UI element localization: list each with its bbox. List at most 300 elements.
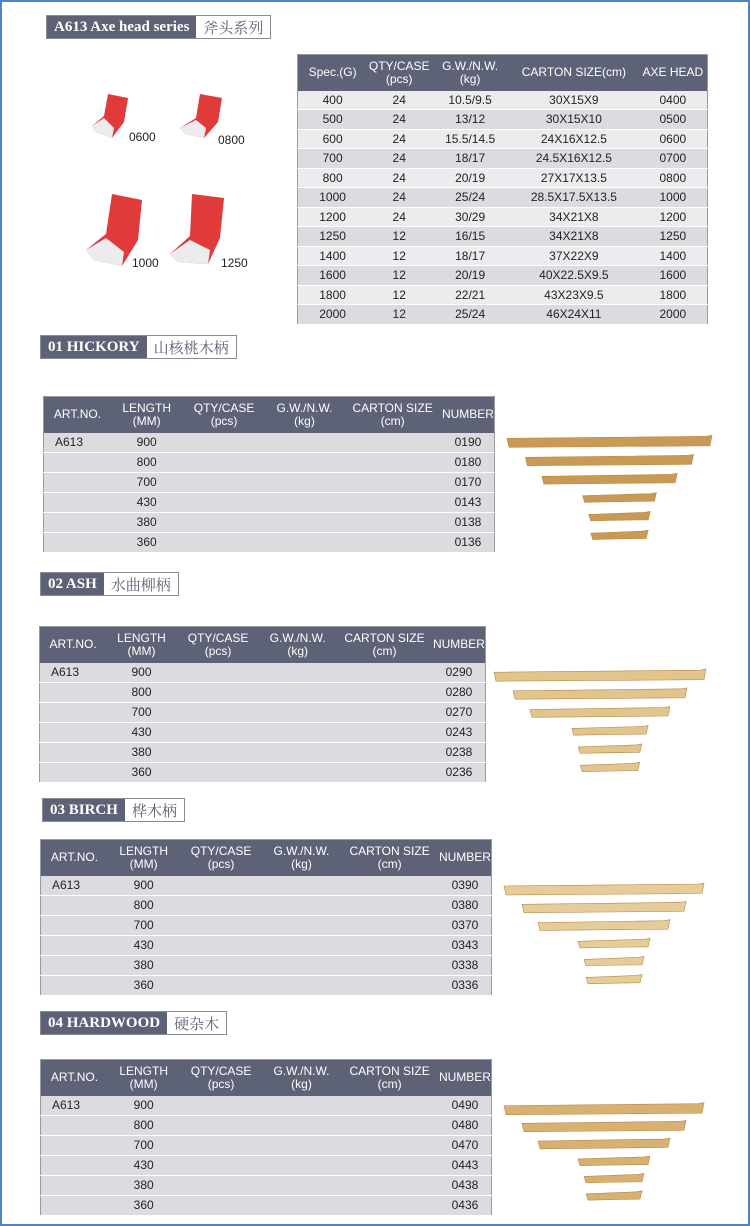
- handle-row: [40, 762, 486, 782]
- art-no-cell: [41, 935, 108, 955]
- col-gw: G.W./N.W. (kg): [431, 55, 509, 91]
- col-gw: G.W./N.W. (kg): [259, 627, 336, 663]
- empty-cell: [259, 702, 336, 722]
- empty-cell: [259, 722, 336, 742]
- section-hardwood-header: [40, 1011, 227, 1035]
- series-header: [46, 15, 271, 39]
- length-cell: 430: [106, 722, 177, 742]
- series-title-zh: 斧头系列: [196, 16, 270, 38]
- wooden-handle: [522, 1120, 686, 1131]
- spec-cell: 30X15X10: [509, 110, 639, 130]
- length-cell: 380: [111, 512, 182, 532]
- empty-cell: [336, 663, 433, 683]
- wooden-handle: [513, 688, 687, 699]
- spec-cell: 0800: [639, 168, 708, 188]
- empty-cell: [177, 742, 260, 762]
- art-no-cell: [41, 895, 108, 915]
- spec-cell: 700: [298, 149, 368, 169]
- length-cell: 380: [106, 742, 177, 762]
- empty-cell: [340, 1115, 439, 1135]
- art-no-cell: [44, 452, 111, 472]
- spec-cell: 1800: [639, 285, 708, 305]
- section-title: 01 HICKORY: [41, 336, 147, 358]
- spec-cell: 18/17: [431, 149, 509, 169]
- col-qty: QTY/CASE (pcs): [179, 1060, 262, 1096]
- empty-cell: [336, 682, 433, 702]
- col-length: LENGTH (MM): [111, 397, 182, 433]
- handle-row: [41, 915, 492, 935]
- empty-cell: [182, 492, 265, 512]
- section-title-zh: 硬杂木: [167, 1012, 226, 1034]
- number-cell: 0390: [439, 876, 492, 896]
- col-length: LENGTH (MM): [108, 840, 179, 876]
- col-length: LENGTH (MM): [106, 627, 177, 663]
- length-cell: 380: [108, 1175, 179, 1195]
- wooden-handle: [583, 493, 657, 503]
- empty-cell: [179, 1115, 262, 1135]
- spec-row: [298, 266, 708, 286]
- spec-cell: 1250: [298, 227, 368, 247]
- empty-cell: [343, 472, 442, 492]
- art-no-cell: [41, 1115, 108, 1135]
- number-cell: 0238: [433, 742, 486, 762]
- wooden-handle: [580, 762, 639, 771]
- empty-cell: [340, 975, 439, 995]
- empty-cell: [179, 876, 262, 896]
- spec-cell: 2000: [639, 305, 708, 325]
- spec-cell: 0500: [639, 110, 708, 130]
- spec-cell: 27X17X13.5: [509, 168, 639, 188]
- empty-cell: [259, 762, 336, 782]
- length-cell: 430: [108, 935, 179, 955]
- series-title: A613 Axe head series: [47, 16, 196, 38]
- section-title: 02 ASH: [41, 573, 104, 595]
- spec-cell: 24: [367, 91, 431, 110]
- empty-cell: [263, 915, 340, 935]
- handle-row: [40, 682, 486, 702]
- empty-cell: [340, 876, 439, 896]
- length-cell: 360: [106, 762, 177, 782]
- spec-cell: 15.5/14.5: [431, 129, 509, 149]
- empty-cell: [336, 702, 433, 722]
- number-cell: 0336: [439, 975, 492, 995]
- empty-cell: [266, 492, 343, 512]
- spec-cell: 1600: [298, 266, 368, 286]
- spec-cell: 24: [367, 110, 431, 130]
- empty-cell: [263, 876, 340, 896]
- spec-cell: 30X15X9: [509, 91, 639, 110]
- art-no-cell: [41, 1135, 108, 1155]
- axe-head-1250-image: [168, 192, 228, 272]
- col-axe-head: AXE HEAD: [639, 55, 708, 91]
- wooden-handle: [525, 454, 693, 465]
- spec-cell: 40X22.5X9.5: [509, 266, 639, 286]
- empty-cell: [179, 975, 262, 995]
- spec-cell: 24: [367, 188, 431, 208]
- art-no-cell: [41, 975, 108, 995]
- length-cell: 800: [106, 682, 177, 702]
- col-qty: QTY/CASE (pcs): [182, 397, 265, 433]
- birch-table: [40, 839, 492, 996]
- empty-cell: [266, 472, 343, 492]
- number-cell: 0243: [433, 722, 486, 742]
- spec-cell: 1800: [298, 285, 368, 305]
- col-number: NUMBER: [439, 840, 492, 876]
- empty-cell: [179, 1175, 262, 1195]
- length-cell: 900: [106, 663, 177, 683]
- empty-cell: [340, 1096, 439, 1116]
- empty-cell: [263, 895, 340, 915]
- spec-cell: 12: [367, 305, 431, 325]
- spec-cell: 34X21X8: [509, 227, 639, 247]
- spec-cell: 1200: [639, 207, 708, 227]
- spec-cell: 24X16X12.5: [509, 129, 639, 149]
- col-spec: Spec.(G): [298, 55, 368, 91]
- empty-cell: [182, 433, 265, 453]
- handle-row: [40, 663, 486, 683]
- art-no-cell: A613: [40, 663, 107, 683]
- art-no-cell: [41, 1175, 108, 1195]
- axe-label-0600: 0600: [129, 130, 156, 144]
- art-no-cell: [41, 915, 108, 935]
- wooden-handle: [538, 920, 670, 931]
- axe-label-1000: 1000: [132, 256, 159, 270]
- handle-row: [41, 935, 492, 955]
- spec-cell: 34X21X8: [509, 207, 639, 227]
- length-cell: 700: [108, 915, 179, 935]
- empty-cell: [263, 935, 340, 955]
- length-cell: 800: [111, 452, 182, 472]
- wooden-handle: [578, 938, 650, 948]
- spec-cell: 1000: [639, 188, 708, 208]
- length-cell: 900: [108, 876, 179, 896]
- number-cell: 0236: [433, 762, 486, 782]
- empty-cell: [343, 512, 442, 532]
- empty-cell: [266, 452, 343, 472]
- ash-handles-image: [494, 668, 706, 778]
- spec-cell: 2000: [298, 305, 368, 325]
- empty-cell: [343, 452, 442, 472]
- spec-cell: 12: [367, 227, 431, 247]
- number-cell: 0170: [442, 472, 495, 492]
- col-art-no: ART.NO.: [44, 397, 111, 433]
- art-no-cell: [44, 532, 111, 552]
- spec-cell: 1200: [298, 207, 368, 227]
- number-cell: 0438: [439, 1175, 492, 1195]
- empty-cell: [336, 722, 433, 742]
- wooden-handle: [591, 530, 648, 539]
- spec-cell: 37X22X9: [509, 246, 639, 266]
- hardwood-handles-image: [504, 1102, 704, 1206]
- empty-cell: [179, 915, 262, 935]
- spec-cell: 1250: [639, 227, 708, 247]
- length-cell: 360: [108, 1195, 179, 1215]
- spec-cell: 400: [298, 91, 368, 110]
- number-cell: 0490: [439, 1096, 492, 1116]
- art-no-cell: A613: [44, 433, 111, 453]
- handle-row: [44, 452, 495, 472]
- empty-cell: [263, 1135, 340, 1155]
- number-cell: 0480: [439, 1115, 492, 1135]
- empty-cell: [340, 1195, 439, 1215]
- hardwood-table: [40, 1059, 492, 1216]
- hickory-table: [43, 396, 495, 553]
- number-cell: 0180: [442, 452, 495, 472]
- empty-cell: [340, 955, 439, 975]
- empty-cell: [263, 975, 340, 995]
- spec-cell: 20/19: [431, 168, 509, 188]
- spec-cell: 30/29: [431, 207, 509, 227]
- wooden-handle: [542, 473, 677, 484]
- empty-cell: [340, 935, 439, 955]
- col-qty: QTY/CASE (pcs): [179, 840, 262, 876]
- spec-cell: 0700: [639, 149, 708, 169]
- spec-cell: 500: [298, 110, 368, 130]
- length-cell: 800: [108, 1115, 179, 1135]
- number-cell: 0343: [439, 935, 492, 955]
- spec-cell: 0600: [639, 129, 708, 149]
- spec-cell: 46X24X11: [509, 305, 639, 325]
- art-no-cell: [40, 762, 107, 782]
- empty-cell: [177, 702, 260, 722]
- col-number: NUMBER: [439, 1060, 492, 1096]
- wooden-handle: [530, 707, 670, 718]
- section-title-zh: 山核桃木柄: [147, 336, 236, 358]
- spec-row: [298, 110, 708, 130]
- empty-cell: [263, 1195, 340, 1215]
- spec-row: [298, 168, 708, 188]
- spec-row: [298, 129, 708, 149]
- length-cell: 360: [111, 532, 182, 552]
- empty-cell: [336, 742, 433, 762]
- col-art-no: ART.NO.: [41, 1060, 108, 1096]
- number-cell: 0380: [439, 895, 492, 915]
- wooden-handle: [586, 974, 642, 983]
- section-birch-header: [42, 798, 185, 822]
- length-cell: 800: [108, 895, 179, 915]
- col-art-no: ART.NO.: [40, 627, 107, 663]
- wooden-handle: [584, 956, 644, 965]
- empty-cell: [182, 512, 265, 532]
- spec-cell: 1000: [298, 188, 368, 208]
- empty-cell: [263, 1096, 340, 1116]
- col-number: NUMBER: [433, 627, 486, 663]
- handle-row: [41, 1115, 492, 1135]
- spec-cell: 12: [367, 266, 431, 286]
- spec-row: [298, 227, 708, 247]
- empty-cell: [179, 955, 262, 975]
- wooden-handle: [504, 1103, 704, 1115]
- hickory-handles-image: [507, 434, 712, 546]
- wooden-handle: [538, 1138, 670, 1149]
- length-cell: 700: [108, 1135, 179, 1155]
- empty-cell: [177, 682, 260, 702]
- art-no-cell: A613: [41, 1096, 108, 1116]
- col-gw: G.W./N.W. (kg): [263, 840, 340, 876]
- number-cell: 0190: [442, 433, 495, 453]
- spec-cell: 13/12: [431, 110, 509, 130]
- col-art-no: ART.NO.: [41, 840, 108, 876]
- col-carton: CARTON SIZE(cm): [509, 55, 639, 91]
- art-no-cell: [41, 1155, 108, 1175]
- empty-cell: [177, 722, 260, 742]
- length-cell: 430: [108, 1155, 179, 1175]
- col-carton: CARTON SIZE (cm): [343, 397, 442, 433]
- axe-label-1250: 1250: [221, 256, 248, 270]
- empty-cell: [182, 452, 265, 472]
- spec-cell: 18/17: [431, 246, 509, 266]
- col-gw: G.W./N.W. (kg): [263, 1060, 340, 1096]
- empty-cell: [179, 895, 262, 915]
- spec-cell: 24: [367, 207, 431, 227]
- length-cell: 430: [111, 492, 182, 512]
- art-no-cell: A613: [41, 876, 108, 896]
- spec-cell: 16/15: [431, 227, 509, 247]
- handle-row: [40, 702, 486, 722]
- wooden-handle: [584, 1173, 644, 1182]
- empty-cell: [177, 663, 260, 683]
- section-title-zh: 水曲柳柄: [104, 573, 178, 595]
- art-no-cell: [44, 472, 111, 492]
- spec-row: [298, 149, 708, 169]
- ash-table: [39, 626, 486, 783]
- empty-cell: [340, 1175, 439, 1195]
- handle-row: [41, 1135, 492, 1155]
- empty-cell: [179, 1195, 262, 1215]
- handle-row: [40, 742, 486, 762]
- spec-cell: 0400: [639, 91, 708, 110]
- spec-cell: 12: [367, 246, 431, 266]
- empty-cell: [263, 1175, 340, 1195]
- wooden-handle: [586, 1191, 642, 1200]
- handle-row: [44, 433, 495, 453]
- section-title: 03 BIRCH: [43, 799, 125, 821]
- section-hickory-header: [40, 335, 237, 359]
- handle-row: [41, 895, 492, 915]
- empty-cell: [266, 512, 343, 532]
- section-title: 04 HARDWOOD: [41, 1012, 167, 1034]
- handle-row: [44, 492, 495, 512]
- number-cell: 0290: [433, 663, 486, 683]
- spec-cell: 1600: [639, 266, 708, 286]
- spec-row: [298, 188, 708, 208]
- empty-cell: [177, 762, 260, 782]
- spec-cell: 25/24: [431, 188, 509, 208]
- empty-cell: [340, 1135, 439, 1155]
- empty-cell: [343, 433, 442, 453]
- empty-cell: [263, 1155, 340, 1175]
- wooden-handle: [494, 669, 706, 681]
- col-number: NUMBER: [442, 397, 495, 433]
- number-cell: 0138: [442, 512, 495, 532]
- length-cell: 900: [108, 1096, 179, 1116]
- col-qty: QTY/CASE (pcs): [367, 55, 431, 91]
- spec-row: [298, 207, 708, 227]
- spec-cell: 20/19: [431, 266, 509, 286]
- spec-cell: 1400: [639, 246, 708, 266]
- art-no-cell: [40, 682, 107, 702]
- col-carton: CARTON SIZE (cm): [336, 627, 433, 663]
- spec-cell: 24.5X16X12.5: [509, 149, 639, 169]
- handle-row: [41, 1096, 492, 1116]
- spec-cell: 10.5/9.5: [431, 91, 509, 110]
- empty-cell: [179, 1096, 262, 1116]
- empty-cell: [179, 1155, 262, 1175]
- spec-cell: 800: [298, 168, 368, 188]
- number-cell: 0338: [439, 955, 492, 975]
- empty-cell: [179, 1135, 262, 1155]
- col-qty: QTY/CASE (pcs): [177, 627, 260, 663]
- art-no-cell: [41, 955, 108, 975]
- handle-row: [44, 532, 495, 552]
- axe-label-0800: 0800: [218, 133, 245, 147]
- art-no-cell: [41, 1195, 108, 1215]
- handle-row: [41, 1195, 492, 1215]
- handle-row: [41, 1175, 492, 1195]
- col-carton: CARTON SIZE (cm): [340, 1060, 439, 1096]
- length-cell: 360: [108, 975, 179, 995]
- number-cell: 0470: [439, 1135, 492, 1155]
- empty-cell: [182, 472, 265, 492]
- empty-cell: [266, 532, 343, 552]
- length-cell: 900: [111, 433, 182, 453]
- art-no-cell: [44, 492, 111, 512]
- spec-cell: 43X23X9.5: [509, 285, 639, 305]
- spec-cell: 24: [367, 129, 431, 149]
- empty-cell: [340, 1155, 439, 1175]
- wooden-handle: [578, 1156, 650, 1166]
- length-cell: 380: [108, 955, 179, 975]
- length-cell: 700: [106, 702, 177, 722]
- spec-cell: 28.5X17.5X13.5: [509, 188, 639, 208]
- handle-row: [40, 722, 486, 742]
- number-cell: 0143: [442, 492, 495, 512]
- empty-cell: [266, 433, 343, 453]
- handle-row: [41, 876, 492, 896]
- number-cell: 0270: [433, 702, 486, 722]
- spec-row: [298, 305, 708, 325]
- art-no-cell: [40, 722, 107, 742]
- spec-row: [298, 246, 708, 266]
- birch-handles-image: [504, 882, 704, 990]
- empty-cell: [263, 955, 340, 975]
- spec-cell: 600: [298, 129, 368, 149]
- empty-cell: [343, 532, 442, 552]
- section-ash-header: [40, 572, 179, 596]
- art-no-cell: [44, 512, 111, 532]
- wooden-handle: [572, 725, 648, 735]
- art-no-cell: [40, 702, 107, 722]
- empty-cell: [340, 895, 439, 915]
- spec-row: [298, 285, 708, 305]
- col-gw: G.W./N.W. (kg): [266, 397, 343, 433]
- empty-cell: [343, 492, 442, 512]
- handle-row: [41, 955, 492, 975]
- col-carton: CARTON SIZE (cm): [340, 840, 439, 876]
- col-length: LENGTH (MM): [108, 1060, 179, 1096]
- handle-row: [44, 512, 495, 532]
- number-cell: 0370: [439, 915, 492, 935]
- number-cell: 0443: [439, 1155, 492, 1175]
- wooden-handle: [507, 435, 712, 447]
- wooden-handle: [504, 883, 704, 895]
- wooden-handle: [589, 511, 651, 520]
- number-cell: 0136: [442, 532, 495, 552]
- empty-cell: [179, 935, 262, 955]
- axe-spec-table: [297, 54, 708, 325]
- wooden-handle: [522, 901, 686, 912]
- empty-cell: [340, 915, 439, 935]
